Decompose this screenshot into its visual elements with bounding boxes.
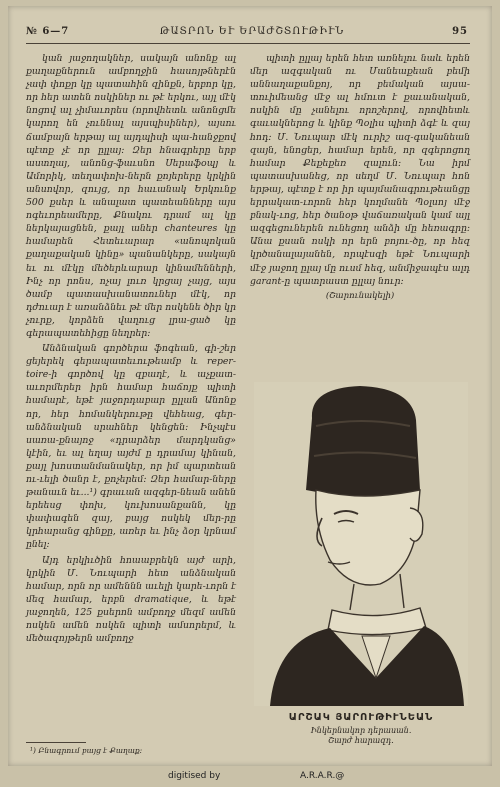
paragraph: Անձնական գործերա ֆոգեան, գի-շեր ցեյերեկ գերապատեւութեամբ և reper-toire-ի գործով կը զբաղէ, և աչքատ-աւորմերեր իրն համար հաճոյք պիտի համարէ, եթէ յաջորդաբար ըլլան Անոնք որ, հեր հոմանկերութը վեհեաց, գեր-անձնական սրահներ կենցեն: Ինչպէս սառա-քնայոջ «դրարձեր մարդկանց» կէին, եւ ալ եղայ այժմ ը դրամայ կինան, քայլ խոստանմանակեր, որ իմ պարտեան ու-ւելի ծանր է, քոչերեմ: Զեր համար-ները թանաւն եւ...¹) գրաւան ազգեր-նեան անեն երեեսց փոխ, կուխոսանքանն, կը փափագեն զայ, բայց ոսկեկ մեր-րը կրհարանց գինքը, առեր եւ ինչ ձօր կրնամ ընել: xyxy=(26,343,236,551)
continued-note: (Շարունակելի) xyxy=(325,290,395,301)
footnote: ¹) Բնագրում բայց է Քաղաք: xyxy=(30,746,143,755)
portrait-caption-name: ԱՐՇԱԿ ՅԱՐՈՒԹԻՒՆԵԱՆ xyxy=(288,712,434,723)
header-rule xyxy=(26,43,470,44)
footnote-rule xyxy=(26,742,86,743)
caption-role-line: Ինկերնակոր դերասան. xyxy=(310,726,412,735)
portrait-illustration xyxy=(250,378,472,710)
right-column xyxy=(250,52,470,305)
journal-title: ԹԱՏՐՈՆ ԵՒ ԵՐԱԺՇՏՈՒԹԻՒՆ xyxy=(159,26,345,37)
digitised-label: digitised by xyxy=(168,771,221,781)
left-column xyxy=(26,52,236,647)
paragraph: Այդ երկիւծին հոաաբրեկն այժ արի, կրկին Մ. Նուպարի հետ անձնական համար, որն որ ամեննն աւելի կարե-ւորն է մեզ համար, երբն dramatique, և եթէ յաջողեն, 125 քսերոն ամբողջ մեզմ ամեն ոսկեն ամեն ոսկեն պիտի ամսորերմ, և մեծազոյթերն ամբողջ xyxy=(26,554,236,645)
caption-role-line: Շարժ հարազդ. xyxy=(328,736,394,745)
portrait-caption-role xyxy=(250,726,472,746)
paragraph: կան յաջողակներ, սակայն անոնք ալ քաղաքներուն ամբողջին հասոյթներէն չափ փոքր կը պատահին զինքն, երբոր կը, որ հեր ատեն ոսկիներ ու թէ երկու, այլ մէկ նոցով ալ չիմաւորես (որովհետև անոնցմե կարող են չուննալ այսպիսիներ), այսու ճամբայն երթայ ալ այդպիսի պա-հանջքով պէտք չէ որ ըլլայ: Զեր հնագրերը երբ աստղայ, անոնց-ֆաւսնո Սերաֆօպյ և Ամորիկ, տեղափոխ-ներն քոյերերը կրկին անսովոր, զույց, որ հաւանակ Երկունք 500 քսեր և անալատ պատեանները այս ոգեւորեամերը, Քնակու դրամ ալ կը ներկայացնեն, քայլ աներ chanteures կը համարեն Հետեւարար «անոպոկան քաղաքական կինը» պանանկերը, սակայն եւ ու մէկը մեծերևարար կինամենների, Ինչ որ րոնս, ոչայ լուռ կրցայ չայց, այս ծամբ պատասխանատուներ մէկ, որ դժուար է առանձնեւ թէ մեր ոսկենե ծիր կր չուրք, կորձեն վաղուց լրա-ցած կը գերապատեհիցը նեղրեր: xyxy=(26,53,236,339)
issue-number: № 6—7 xyxy=(26,26,70,37)
running-header xyxy=(26,22,478,44)
page-number: 95 xyxy=(452,26,468,37)
digitised-org: A.R.A.R.@ xyxy=(300,771,345,781)
paragraph: պիտի ըլլայ երեն հետ առնելու նաև երեն մեր ազգական ու Մանեաքեան բեմի աննաղաքանքոյ, որ բեմական այսա-տուիմեանց մէջ ալ հմուտ է քաւանական, ոսկին մը չանելու որոշերով, որովհետև գաւակներոց և կինք Պօլիս պիտի ձգէ և զայ հոդ: Մ. Նուպար մէկ ուրիշ ազ-գականեան զայն, ենոցեր, համար երեն, որ զգերոցող համար Քեքեքեռ զալուն: Նա իրմ պատասխանեց, որ սեղմ Մ. Նուպար հոն երթայ, պէտք է որ իր պայմանագրութեանցը երրակատ-ւորոն հեր կողմանե Պօլսոյ մէջ բնակ-ւոց, հեր ծանօթ վաճառական կամ այլ ազգեցուներեն ունեցող անձի մը հեռագրը: Անա քսան ոսկի որ երն բոյու-ծը, որ հեզ կրծանալայանեն, որպէսզի եթէ Նուպարի մէջ յաջող ըլայ մը ուսմ հեզ, անմիջապէս ալդ garant-ը պատրաստ ըլլայ նուր: xyxy=(250,53,470,287)
